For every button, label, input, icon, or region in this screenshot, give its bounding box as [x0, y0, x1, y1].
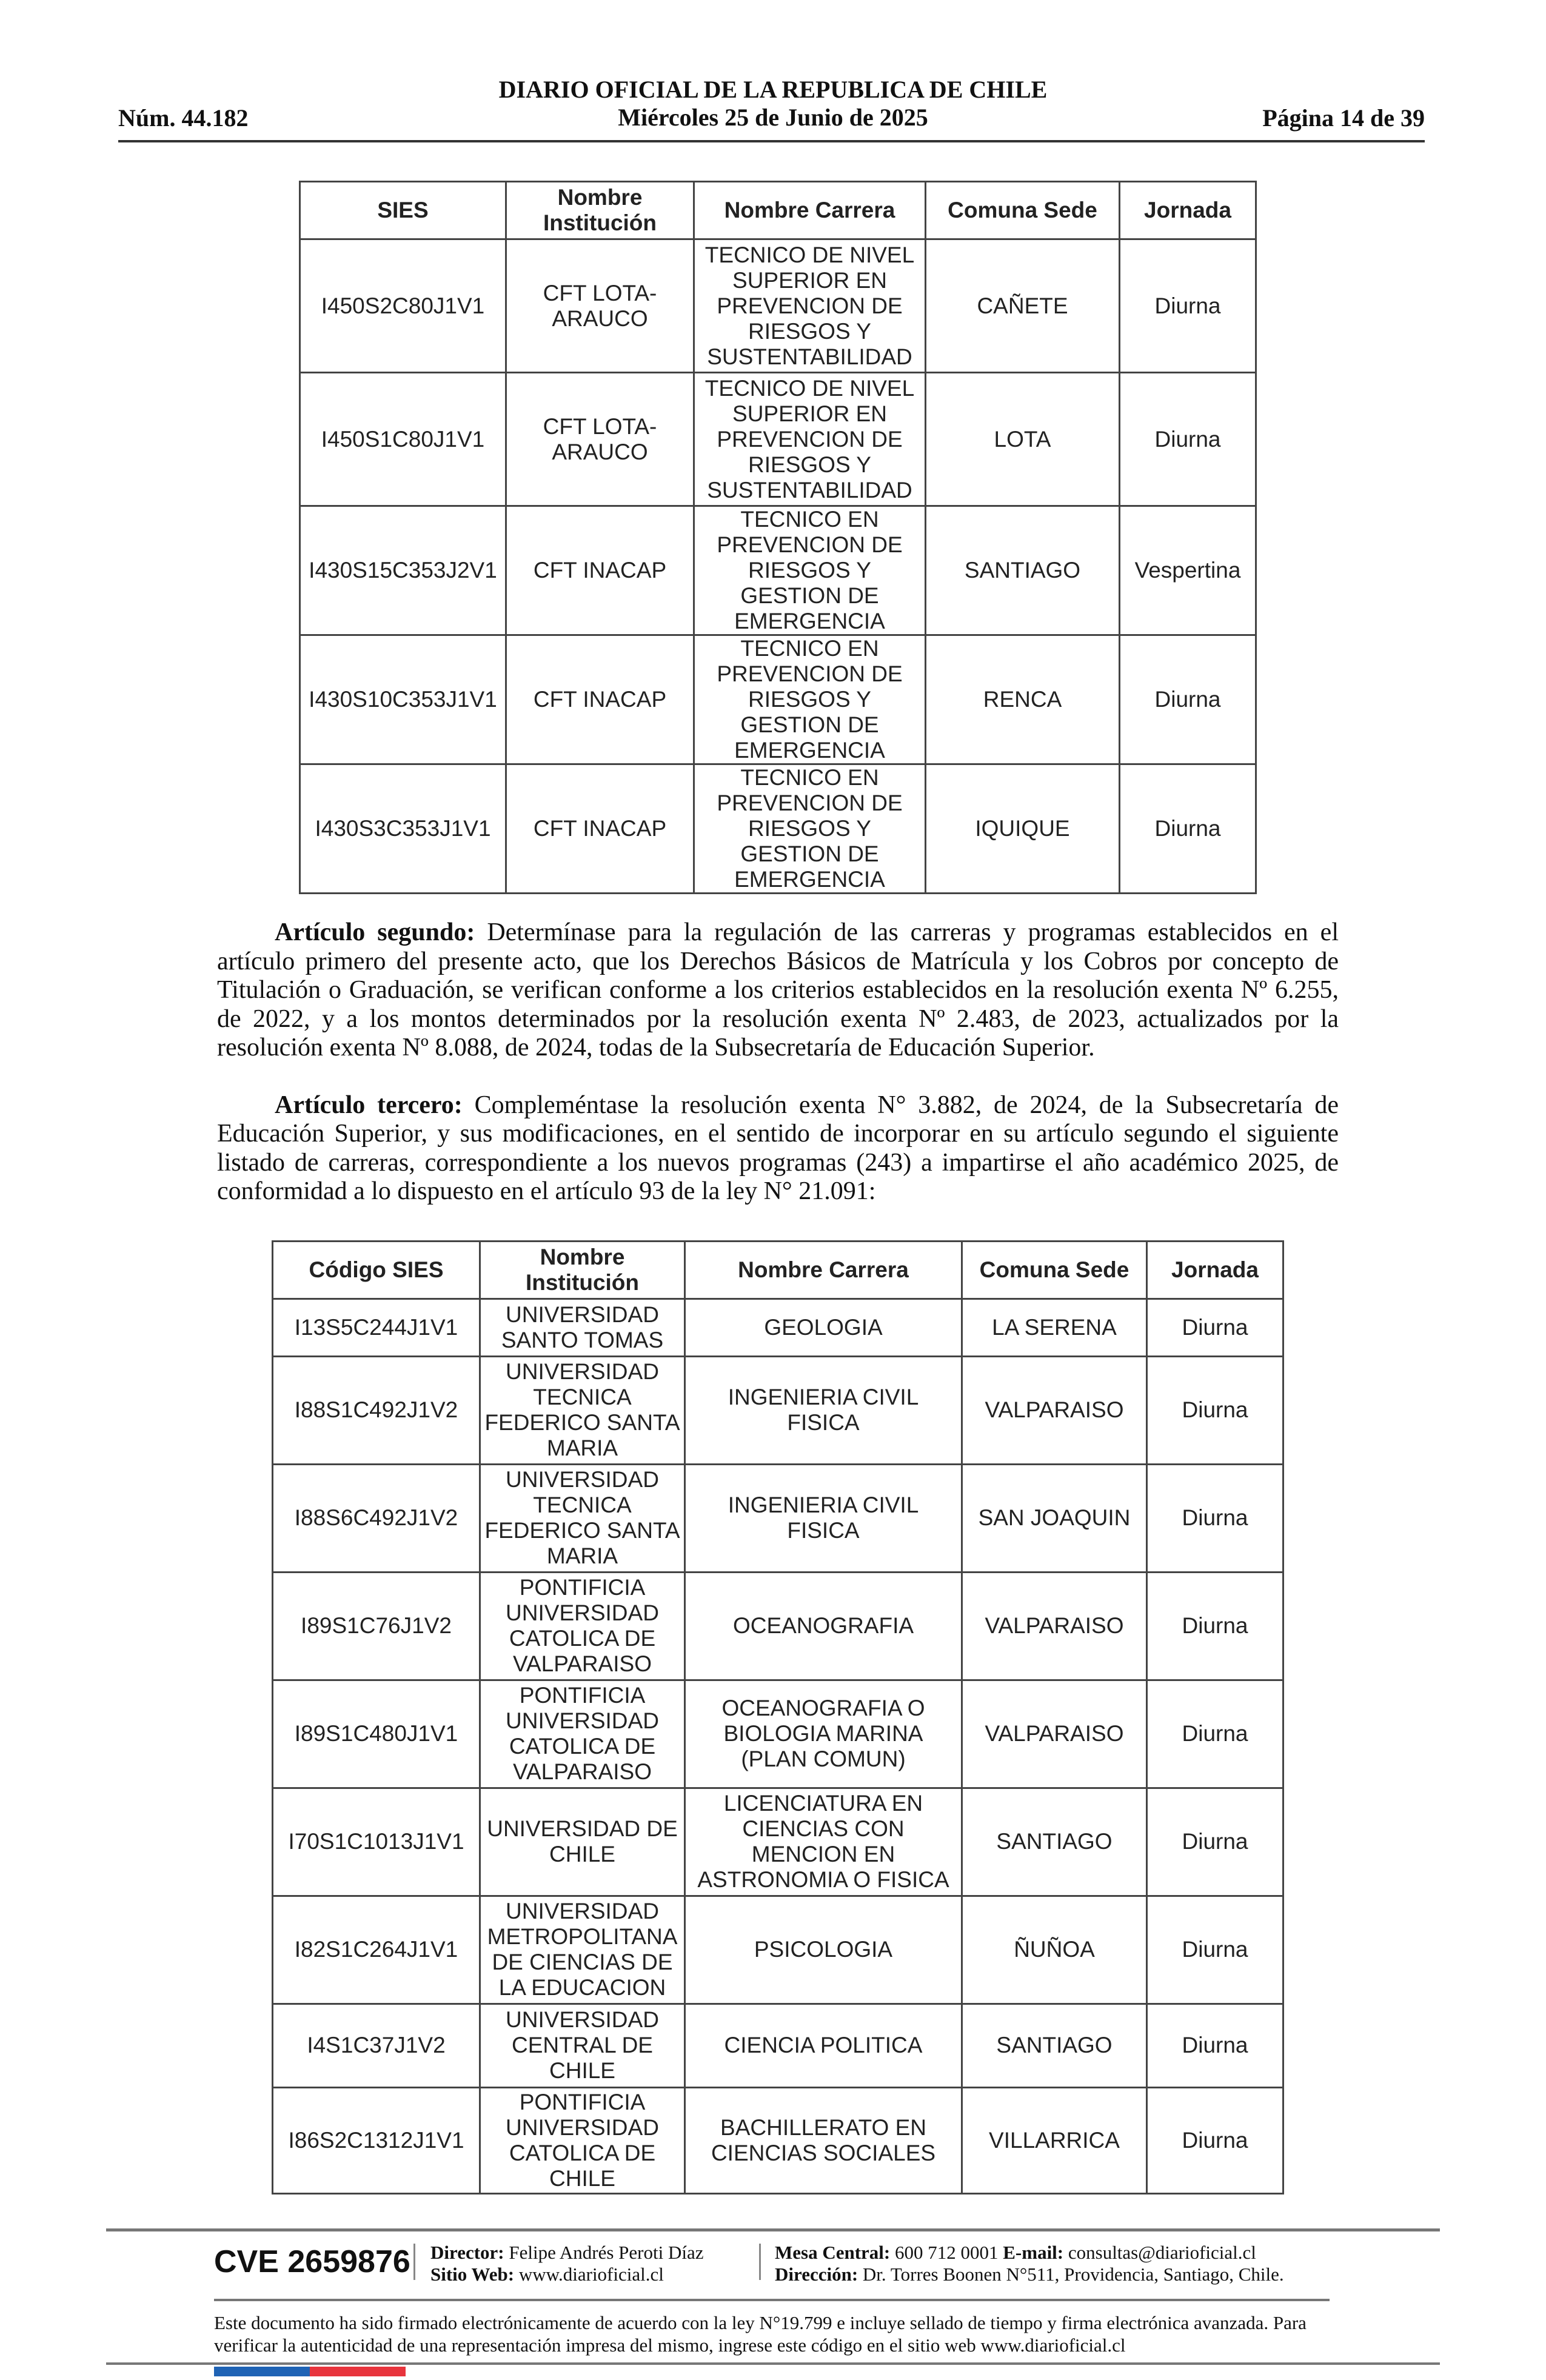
- mesa-phone: 600 712 0001: [890, 2241, 1003, 2263]
- career-name-cell: TECNICO EN PREVENCION DE RIESGOS Y GESTION DE EMERGENCIA: [694, 506, 926, 635]
- campus-commune-cell: SANTIAGO: [962, 2004, 1147, 2087]
- footer-separator: [413, 2244, 415, 2280]
- flag-stripe-blue: [214, 2367, 310, 2376]
- campus-commune-cell: VALPARAISO: [962, 1680, 1147, 1788]
- website-label: Sitio Web:: [430, 2263, 515, 2285]
- sies-code-cell: I430S10C353J1V1: [300, 635, 506, 764]
- institution-cell: UNIVERSIDAD CENTRAL DE CHILE: [480, 2004, 685, 2087]
- schedule-cell: Diurna: [1147, 2087, 1283, 2193]
- column-header: Jornada: [1147, 1241, 1283, 1299]
- career-name-cell: GEOLOGIA: [685, 1299, 962, 1356]
- institution-cell: PONTIFICIA UNIVERSIDAD CATOLICA DE VALPARAISO: [480, 1572, 685, 1680]
- table-row: [300, 635, 1256, 764]
- publication-title: DIARIO OFICIAL DE LA REPUBLICA DE CHILE: [498, 76, 1048, 103]
- article-segundo-label: Artículo segundo:: [275, 918, 475, 946]
- schedule-cell: Diurna: [1147, 1299, 1283, 1356]
- sies-code-cell: I450S1C80J1V1: [300, 373, 506, 506]
- campus-commune-cell: VALPARAISO: [962, 1356, 1147, 1464]
- column-header: Nombre Carrera: [694, 182, 926, 239]
- table-row: [273, 1896, 1283, 2004]
- table-row: [273, 1788, 1283, 1896]
- website-link[interactable]: www.diarioficial.cl: [514, 2263, 664, 2285]
- footer-separator: [759, 2244, 761, 2280]
- sies-code-cell: I4S1C37J1V2: [273, 2004, 480, 2087]
- campus-commune-cell: ÑUÑOA: [962, 1896, 1147, 2004]
- column-header: Comuna Sede: [962, 1241, 1147, 1299]
- sies-code-cell: I82S1C264J1V1: [273, 1896, 480, 2004]
- article-tercero: [217, 1091, 1339, 1206]
- career-name-cell: CIENCIA POLITICA: [685, 2004, 962, 2087]
- schedule-cell: Diurna: [1147, 1356, 1283, 1464]
- director-name: Felipe Andrés Peroti Díaz: [504, 2241, 704, 2263]
- schedule-cell: Diurna: [1120, 373, 1256, 506]
- column-header: Nombre Carrera: [685, 1241, 962, 1299]
- table-row: [300, 373, 1256, 506]
- column-header: Jornada: [1120, 182, 1256, 239]
- column-header: Código SIES: [273, 1241, 480, 1299]
- table-row: [300, 239, 1256, 373]
- article-segundo-text: Determínase para la regulación de las carreras y programas establecidos en el artículo primero del presente acto, que los Derechos Básicos de Matrícula y los Cobros por concepto de Titulación o Graduación, se verifican conforme a los criterios establecidos en la resolución exenta Nº 6.255, de 2022, y a los montos determinados por la resolución exenta Nº 2.483, de 2023, actualizados por la resolución exenta Nº 8.088, de 2024, todas de la Subsecretaría de Educación Superior.: [217, 918, 1339, 1061]
- table-row: [273, 2004, 1283, 2087]
- footer-divider-top: [106, 2228, 1440, 2231]
- column-header: Nombre Institución: [506, 182, 694, 239]
- campus-commune-cell: CAÑETE: [926, 239, 1120, 373]
- career-name-cell: INGENIERIA CIVIL FISICA: [685, 1356, 962, 1464]
- campus-commune-cell: LA SERENA: [962, 1299, 1147, 1356]
- page-footer: [0, 2228, 1546, 2380]
- campus-commune-cell: RENCA: [926, 635, 1120, 764]
- career-name-cell: TECNICO DE NIVEL SUPERIOR EN PREVENCION DE RIESGOS Y SUSTENTABILIDAD: [694, 373, 926, 506]
- careers-table-1: [299, 181, 1257, 894]
- article-tercero-label: Artículo tercero:: [275, 1091, 463, 1119]
- sies-code-cell: I88S1C492J1V2: [273, 1356, 480, 1464]
- institution-cell: PONTIFICIA UNIVERSIDAD CATOLICA DE CHILE: [480, 2087, 685, 2193]
- footer-divider-middle: [214, 2299, 1330, 2301]
- campus-commune-cell: VILLARRICA: [962, 2087, 1147, 2193]
- career-name-cell: INGENIERIA CIVIL FISICA: [685, 1464, 962, 1572]
- campus-commune-cell: IQUIQUE: [926, 764, 1120, 894]
- table-row: [300, 764, 1256, 894]
- article-segundo: [217, 918, 1339, 1063]
- table-row: [300, 506, 1256, 635]
- table-row: [273, 2087, 1283, 2193]
- institution-cell: CFT LOTA-ARAUCO: [506, 239, 694, 373]
- careers-table-2: [272, 1240, 1284, 2194]
- institution-cell: UNIVERSIDAD TECNICA FEDERICO SANTA MARIA: [480, 1464, 685, 1572]
- schedule-cell: Diurna: [1147, 1464, 1283, 1572]
- institution-cell: CFT LOTA-ARAUCO: [506, 373, 694, 506]
- campus-commune-cell: LOTA: [926, 373, 1120, 506]
- table-row: [273, 1680, 1283, 1788]
- issue-number: Núm. 44.182: [118, 104, 249, 132]
- schedule-cell: Vespertina: [1120, 506, 1256, 635]
- career-name-cell: TECNICO EN PREVENCION DE RIESGOS Y GESTION DE EMERGENCIA: [694, 635, 926, 764]
- table-header-row: [273, 1241, 1283, 1299]
- table-row: [273, 1572, 1283, 1680]
- career-name-cell: TECNICO DE NIVEL SUPERIOR EN PREVENCION DE RIESGOS Y SUSTENTABILIDAD: [694, 239, 926, 373]
- header-divider: [118, 140, 1425, 142]
- institution-cell: CFT INACAP: [506, 506, 694, 635]
- publication-date: Miércoles 25 de Junio de 2025: [618, 104, 928, 131]
- institution-cell: CFT INACAP: [506, 764, 694, 894]
- schedule-cell: Diurna: [1147, 1572, 1283, 1680]
- career-name-cell: BACHILLERATO EN CIENCIAS SOCIALES: [685, 2087, 962, 2193]
- sies-code-cell: I430S3C353J1V1: [300, 764, 506, 894]
- email-link[interactable]: consultas@diarioficial.cl: [1063, 2241, 1256, 2263]
- table-header-row: [300, 182, 1256, 239]
- schedule-cell: Diurna: [1147, 1788, 1283, 1896]
- sies-code-cell: I88S6C492J1V2: [273, 1464, 480, 1572]
- career-name-cell: OCEANOGRAFIA O BIOLOGIA MARINA (PLAN COMUN): [685, 1680, 962, 1788]
- table-row: [273, 1464, 1283, 1572]
- campus-commune-cell: VALPARAISO: [962, 1572, 1147, 1680]
- schedule-cell: Diurna: [1120, 239, 1256, 373]
- sies-code-cell: I450S2C80J1V1: [300, 239, 506, 373]
- column-header: SIES: [300, 182, 506, 239]
- career-name-cell: LICENCIATURA EN CIENCIAS CON MENCION EN ASTRONOMIA O FISICA: [685, 1788, 962, 1896]
- institution-cell: UNIVERSIDAD TECNICA FEDERICO SANTA MARIA: [480, 1356, 685, 1464]
- column-header: Nombre Institución: [480, 1241, 685, 1299]
- schedule-cell: Diurna: [1147, 1896, 1283, 2004]
- cve-code: CVE 2659876: [214, 2244, 410, 2279]
- institution-cell: CFT INACAP: [506, 635, 694, 764]
- article-tercero-text: Compleméntase la resolución exenta N° 3.882, de 2024, de la Subsecretaría de Educación Superior, y sus modificaciones, en el sentido de incorporar en su artículo segundo el siguiente listado de carreras, correspondiente a los nuevos programas (243) a impartirse el año académico 2025, de conformidad a lo dispuesto en el artículo 93 de la ley N° 21.091:: [217, 1091, 1339, 1205]
- table-row: [273, 1356, 1283, 1464]
- director-label: Director:: [430, 2241, 504, 2263]
- sies-code-cell: I89S1C480J1V1: [273, 1680, 480, 1788]
- schedule-cell: Diurna: [1120, 635, 1256, 764]
- institution-cell: UNIVERSIDAD DE CHILE: [480, 1788, 685, 1896]
- flag-stripe-red: [310, 2367, 406, 2376]
- address-label: Dirección:: [775, 2263, 858, 2285]
- institution-cell: UNIVERSIDAD METROPOLITANA DE CIENCIAS DE LA EDUCACION: [480, 1896, 685, 2004]
- career-name-cell: PSICOLOGIA: [685, 1896, 962, 2004]
- schedule-cell: Diurna: [1147, 2004, 1283, 2087]
- schedule-cell: Diurna: [1120, 764, 1256, 894]
- footer-director-block: [430, 2242, 704, 2285]
- schedule-cell: Diurna: [1147, 1680, 1283, 1788]
- header-title-block: [470, 76, 1076, 132]
- campus-commune-cell: SANTIAGO: [926, 506, 1120, 635]
- signature-disclaimer: Este documento ha sido firmado electrónicamente de acuerdo con la ley N°19.799 e incluye sellado de tiempo y firma electrónica avanzada. Para verificar la autenticidad de una representación impresa del mismo, ingrese este código en el sitio web www.diarioficial.cl: [214, 2311, 1307, 2356]
- sies-code-cell: I86S2C1312J1V1: [273, 2087, 480, 2193]
- campus-commune-cell: SANTIAGO: [962, 1788, 1147, 1896]
- page-number: Página 14 de 39: [1262, 104, 1425, 132]
- campus-commune-cell: SAN JOAQUIN: [962, 1464, 1147, 1572]
- document-body: [0, 181, 1546, 2380]
- address-text: Dr. Torres Boonen N°511, Providencia, Santiago, Chile.: [858, 2263, 1284, 2285]
- sies-code-cell: I430S15C353J2V1: [300, 506, 506, 635]
- sies-code-cell: I89S1C76J1V2: [273, 1572, 480, 1680]
- table-row: [273, 1299, 1283, 1356]
- footer-contact-block: [775, 2242, 1284, 2285]
- career-name-cell: TECNICO EN PREVENCION DE RIESGOS Y GESTION DE EMERGENCIA: [694, 764, 926, 894]
- sies-code-cell: I70S1C1013J1V1: [273, 1788, 480, 1896]
- mesa-label: Mesa Central:: [775, 2241, 891, 2263]
- institution-cell: PONTIFICIA UNIVERSIDAD CATOLICA DE VALPARAISO: [480, 1680, 685, 1788]
- sies-code-cell: I13S5C244J1V1: [273, 1299, 480, 1356]
- column-header: Comuna Sede: [926, 182, 1120, 239]
- email-label: E-mail:: [1003, 2241, 1064, 2263]
- institution-cell: UNIVERSIDAD SANTO TOMAS: [480, 1299, 685, 1356]
- career-name-cell: OCEANOGRAFIA: [685, 1572, 962, 1680]
